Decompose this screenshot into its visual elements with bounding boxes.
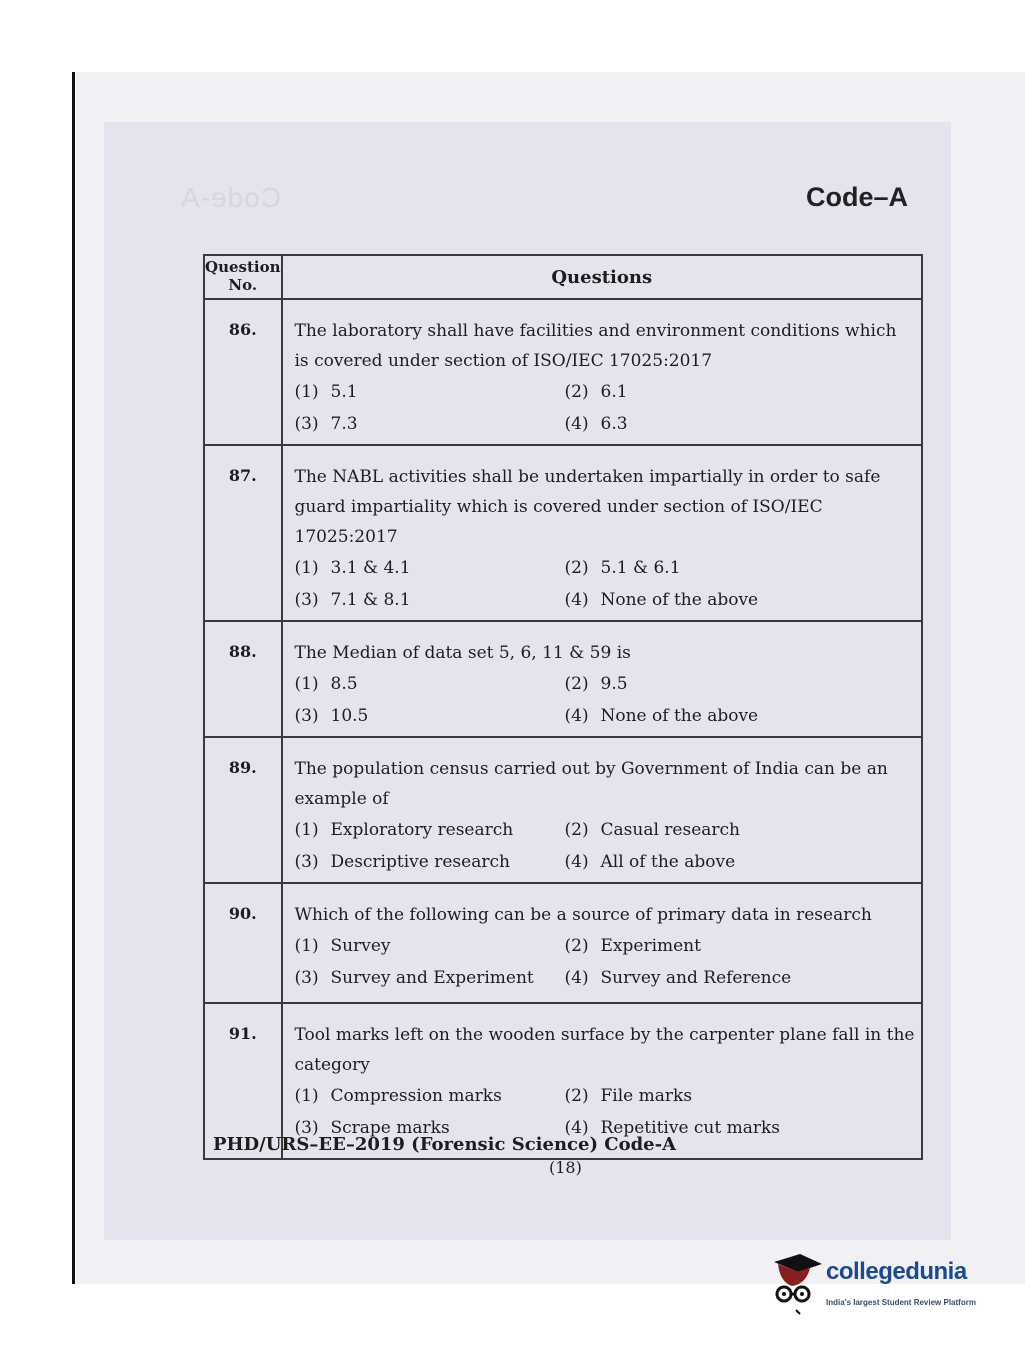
question-text: The NABL activities shall be undertaken impartially in order to safe guard impartiality which is covered under section of ISO/IEC 17025:2017 xyxy=(294,467,881,547)
questions-table xyxy=(203,254,923,1160)
option-3: (3) Descriptive research xyxy=(294,852,510,872)
option-4: (4) Repetitive cut marks xyxy=(564,1118,781,1138)
logo-wordmark: collegedunia xyxy=(826,1258,967,1285)
question-row xyxy=(204,883,922,1003)
option-2: (2) Experiment xyxy=(564,936,701,956)
options-grid xyxy=(295,556,916,612)
option-3: (3) 10.5 xyxy=(294,706,369,726)
option-3: (3) Survey and Experiment xyxy=(294,968,534,988)
options-grid xyxy=(295,380,916,436)
option-1: (1) 8.5 xyxy=(294,674,358,694)
bleed-through-code: Code-A xyxy=(180,182,281,213)
option-1: (1) 3.1 & 4.1 xyxy=(294,558,411,578)
option-1: (1) 5.1 xyxy=(294,382,358,402)
table-header-row xyxy=(204,255,922,299)
option-1: (1) Exploratory research xyxy=(294,820,514,840)
question-number: 89. xyxy=(204,737,282,883)
option-3: (3) Scrape marks xyxy=(294,1118,450,1138)
option-2: (2) 9.5 xyxy=(564,674,628,694)
question-cell xyxy=(282,621,923,737)
options-grid xyxy=(295,672,916,728)
question-number: 90. xyxy=(204,883,282,1003)
question-number: 88. xyxy=(204,621,282,737)
question-text: The Median of data set 5, 6, 11 & 59 is xyxy=(294,643,631,663)
question-text: The population census carried out by Government of India can be an example of xyxy=(294,759,888,809)
paper-code: Code–A xyxy=(806,182,909,212)
question-number: 91. xyxy=(204,1003,282,1159)
question-row xyxy=(204,445,922,621)
question-cell xyxy=(282,299,923,445)
question-row xyxy=(204,737,922,883)
question-cell xyxy=(282,445,923,621)
option-4: (4) 6.3 xyxy=(564,414,628,434)
question-number: 87. xyxy=(204,445,282,621)
option-2: (2) Casual research xyxy=(564,820,740,840)
question-cell xyxy=(282,737,923,883)
question-text: Tool marks left on the wooden surface by the carpenter plane fall in the category xyxy=(294,1025,915,1075)
page-number: (18) xyxy=(549,1158,582,1177)
logo-tagline: India's largest Student Review Platform xyxy=(826,1298,976,1307)
question-text: The laboratory shall have facilities and environment conditions which is covered under section of ISO/IEC 17025:2017 xyxy=(294,321,897,371)
options-grid xyxy=(295,934,916,990)
option-4: (4) All of the above xyxy=(564,852,736,872)
footer-title: PHD/URS–EE–2019 (Forensic Science) Code-A xyxy=(213,1134,677,1155)
option-1: (1) Survey xyxy=(294,936,391,956)
option-1: (1) Compression marks xyxy=(294,1086,502,1106)
option-3: (3) 7.3 xyxy=(294,414,358,434)
option-4: (4) None of the above xyxy=(564,706,759,726)
scan-edge xyxy=(72,72,75,1284)
question-row xyxy=(204,621,922,737)
question-number: 86. xyxy=(204,299,282,445)
options-grid xyxy=(295,1084,916,1140)
option-4: (4) Survey and Reference xyxy=(564,968,792,988)
question-text: Which of the following can be a source of primary data in research xyxy=(294,905,872,925)
option-2: (2) File marks xyxy=(564,1086,693,1106)
mascot-icon xyxy=(770,1252,824,1316)
options-grid xyxy=(295,818,916,874)
question-row xyxy=(204,299,922,445)
option-2: (2) 5.1 & 6.1 xyxy=(564,558,681,578)
question-cell xyxy=(282,883,923,1003)
question-no-header: Question No. xyxy=(204,255,282,299)
collegedunia-logo[interactable] xyxy=(770,1252,1000,1322)
option-4: (4) None of the above xyxy=(564,590,759,610)
option-3: (3) 7.1 & 8.1 xyxy=(294,590,411,610)
questions-header: Questions xyxy=(282,255,923,299)
option-2: (2) 6.1 xyxy=(564,382,628,402)
